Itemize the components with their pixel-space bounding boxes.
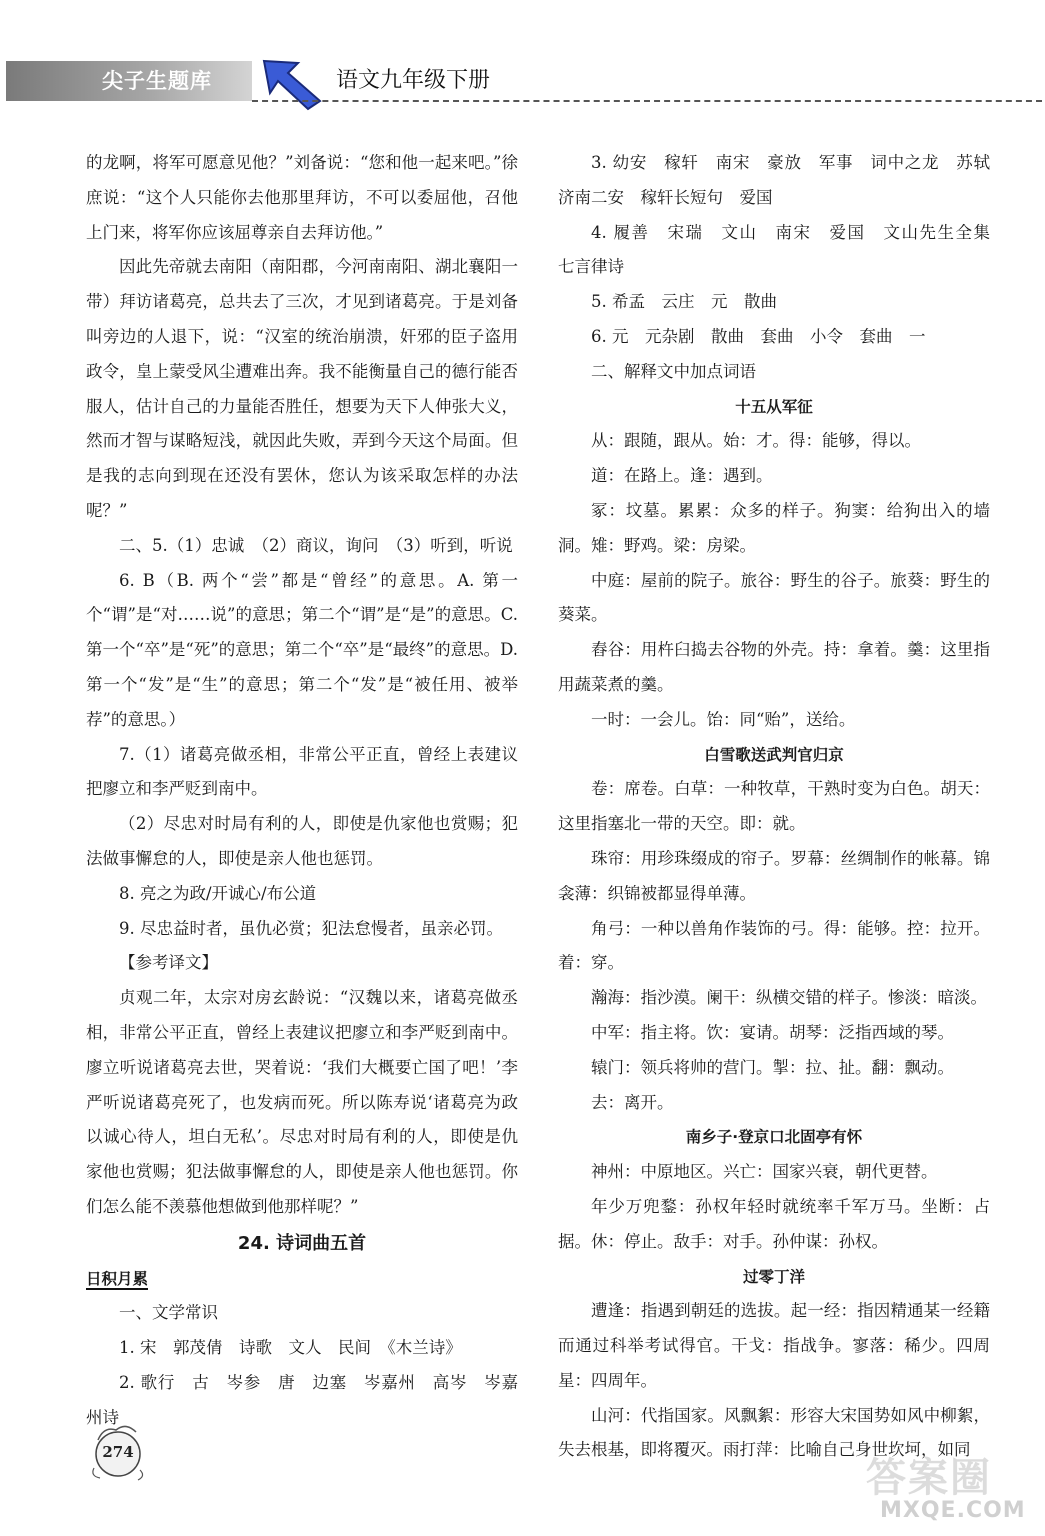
gloss: 中庭：屋前的院子。旅谷：野生的谷子。旅葵：野生的葵菜。 bbox=[558, 570, 990, 625]
answer-item: 9. 尽忠益时者，虽仇必赏；犯法怠慢者，虽亲必罚。 bbox=[119, 918, 503, 938]
gloss: 冢：坟墓。累累：众多的样子。狗窦：给狗出入的墙洞。雉：野鸡。梁：房梁。 bbox=[558, 500, 990, 555]
gloss: 去：离开。 bbox=[591, 1092, 674, 1112]
arrow-icon bbox=[258, 55, 324, 111]
answer-item: 5. 希孟 云庄 元 散曲 bbox=[591, 292, 777, 312]
watermark bbox=[866, 1446, 1038, 1532]
header-divider bbox=[252, 100, 1042, 102]
answer-item: 二、5.（1）忠诚 （2）商议，询问 （3）听到，听说 bbox=[119, 535, 513, 555]
answer-item: 6. B（B. 两个“尝”都是“曾经”的意思。A. 第一个“谓”是“对……说”的意思；第二个“谓”是“是”的意思。C. 第一个“卒”是“死”的意思；第二个“卒”是“最终”的意思。D. 第一个“发”是“生”的意思；第二个“发”是“被任用、被举荐”的意思。） bbox=[86, 570, 518, 729]
gloss: 舂谷：用杵臼捣去谷物的外壳。持：拿着。羹：这里指用蔬菜煮的羹。 bbox=[558, 640, 990, 694]
paragraph: 贞观二年，太宗对房玄龄说：“汉魏以来，诸葛亮做丞相，非常公平正直，曾经上表建议把廖立和李严贬到南中。廖立听说诸葛亮去世，哭着说：‘我们大概要亡国了吧！’李严听说诸葛亮死了，也发病而死。所以陈寿说‘诸葛亮为政以诚心待人，坦白无私’。尽忠对时局有利的人，即使是仇家他也赏赐；犯法做事懈怠的人，即使是亲人他也惩罚。你们怎么能不羡慕他想做到他那样呢？” bbox=[86, 988, 518, 1216]
paragraph: 因此先帝就去南阳（南阳郡，今河南南阳、湖北襄阳一带）拜访诸葛亮，总共去了三次，才见到诸葛亮。于是刘备叫旁边的人退下，说：“汉室的统治崩溃，奸邪的臣子盗用政令，皇上蒙受风尘遭难出奔。我不能衡量自己的德行能否服人，估计自己的力量能否胜任，想要为天下人伸张大义，然而才智与谋略短浅，就因此失败，弄到今天这个局面。但是我的志向到现在还没有罢休，您认为该采取怎样的办法呢？” bbox=[86, 257, 518, 520]
gloss: 瀚海：指沙漠。阑干：纵横交错的样子。惨淡：暗淡。 bbox=[591, 988, 987, 1008]
section-label bbox=[86, 1262, 518, 1297]
paragraph: 的龙啊，将军可愿意见他？”刘备说：“您和他一起来吧。”徐庶说：“这个人只能你去他那里拜访，不可以委屈他，召他上门来，将军你应该屈尊亲自去拜访他。” bbox=[86, 153, 518, 242]
book-title: 语文九年级下册 bbox=[336, 68, 491, 93]
gloss: 年少万兜鍪：孙权年轻时就统率千军万马。坐断：占据。休：停止。敌手：对手。孙仲谋：孙权。 bbox=[558, 1196, 990, 1251]
translation-label: 【参考译文】 bbox=[119, 953, 218, 973]
answer-item: 2. 歌行 古 岑参 唐 边塞 岑嘉州 高岑 岑嘉州诗 bbox=[86, 1372, 518, 1427]
right-column bbox=[558, 146, 1007, 1468]
gloss: 珠帘：用珍珠缀成的帘子。罗幕：丝绸制作的帐幕。锦衾薄：织锦被都显得单薄。 bbox=[558, 848, 990, 903]
gloss: 神州：中原地区。兴亡：国家兴衰，朝代更替。 bbox=[591, 1162, 938, 1182]
gloss: 道：在路上。逢：遇到。 bbox=[591, 466, 773, 486]
answer-item: 8. 亮之为政/开诚心/布公道 bbox=[119, 883, 317, 903]
gloss: 中军：指主将。饮：宴请。胡琴：泛指西域的琴。 bbox=[591, 1022, 954, 1042]
answer-item: 6. 元 元杂剧 散曲 套曲 小令 套曲 一 bbox=[591, 326, 926, 346]
gloss: 山河：代指国家。风飘絮：形容大宋国势如风中柳絮，失去根基，即将覆灭。雨打萍：比喻自己身世坎坷，如同 bbox=[558, 1405, 990, 1460]
watermark-logo: 答案圈 bbox=[866, 1455, 992, 1501]
answer-item: 1. 宋 郭茂倩 诗歌 文人 民间 《木兰诗》 bbox=[119, 1338, 462, 1358]
gloss: 遭逢：指遇到朝廷的选拔。起一经：指因精通某一经籍而通过科举考试得官。干戈：指战争。寥落：稀少。四周星：四周年。 bbox=[558, 1301, 990, 1390]
page-header bbox=[0, 55, 1045, 107]
series-logo: 尖子生题库 bbox=[6, 61, 252, 101]
lesson-title: 24. 诗词曲五首 bbox=[237, 1232, 367, 1254]
gloss: 一时：一会儿。饴：同“贻”，送给。 bbox=[591, 709, 856, 729]
answer-item: （2）尽忠对时局有利的人，即使是仇家他也赏赐；犯法做事懈怠的人，即使是亲人他也惩罚。 bbox=[86, 814, 518, 868]
gloss: 辕门：领兵将帅的营门。掣：拉、扯。翻：飘动。 bbox=[591, 1057, 954, 1077]
poem-title: 南乡子·登京口北固亭有怀 bbox=[685, 1128, 863, 1147]
subsection-heading: 一、文学常识 bbox=[119, 1303, 218, 1323]
answer-item: 7.（1）诸葛亮做丞相，非常公平正直，曾经上表建议把廖立和李严贬到南中。 bbox=[86, 744, 518, 799]
answer-item: 3. 幼安 稼轩 南宋 豪放 军事 词中之龙 苏轼 济南二安 稼轩长短句 爱国 bbox=[558, 153, 1007, 207]
subsection-heading: 二、解释文中加点词语 bbox=[591, 361, 756, 381]
left-column bbox=[86, 146, 518, 1435]
watermark-url: MXQE.COM bbox=[880, 1498, 1026, 1523]
poem-title: 过零丁洋 bbox=[742, 1267, 805, 1286]
answer-item: 4. 履善 宋瑞 文山 南宋 爱国 文山先生全集 七言律诗 bbox=[558, 222, 1007, 277]
poem-title: 十五从军征 bbox=[735, 397, 813, 416]
poem-title: 白雪歌送武判官归京 bbox=[704, 745, 844, 764]
section-label-text: 日积月累 bbox=[86, 1269, 149, 1288]
gloss: 角弓：一种以兽角作装饰的弓。得：能够。控：拉开。着：穿。 bbox=[558, 918, 990, 973]
gloss: 从：跟随，跟从。始：才。得：能够，得以。 bbox=[591, 431, 921, 451]
page-number: 274 bbox=[102, 1443, 134, 1461]
gloss: 卷：席卷。白草：一种牧草，干熟时变为白色。胡天：这里指塞北一带的天空。即：就。 bbox=[558, 779, 990, 834]
